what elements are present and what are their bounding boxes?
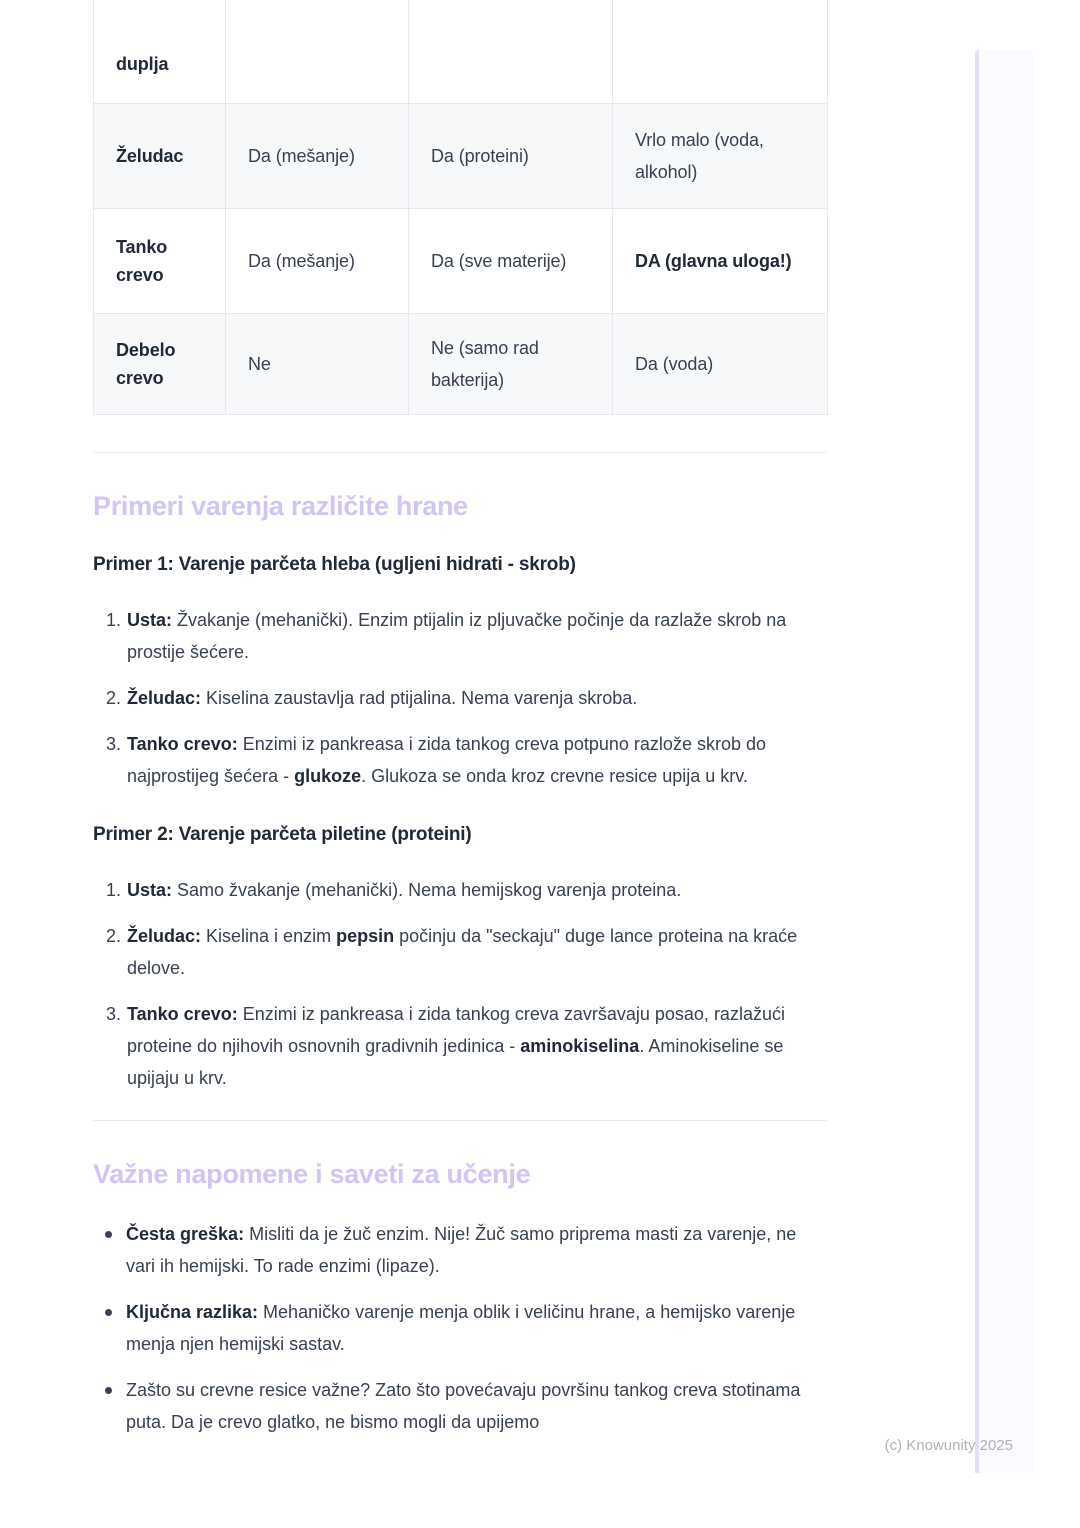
notes-bullet-list [93, 1218, 827, 1438]
table-cell: Da (proteini) [409, 103, 613, 208]
table-cell [613, 0, 828, 103]
row-label-cell: Želudac [94, 103, 226, 208]
item-lead: Ključna razlika: [126, 1301, 259, 1322]
table-cell: Vrlo malo (voda, alkohol) [613, 103, 828, 208]
table-cell: Da (mešanje) [226, 208, 409, 313]
item-text: Samo žvakanje (mehanički). Nema hemijskog varenja proteina. [172, 879, 682, 900]
item-lead: Usta: [127, 879, 173, 900]
list-item [126, 728, 827, 792]
table-cell: Ne [226, 313, 409, 414]
item-bold: aminokiselina [520, 1035, 640, 1056]
subheading-primer-2: Primer 2: Varenje parčeta piletine (proteini) [93, 823, 472, 845]
item-text: Zašto su crevne resice važne? Zato što povećavaju površinu tankog creva stotinama puta. Da je crevo glatko, ne bismo mogli da upijemo [126, 1379, 801, 1432]
table-cell [409, 0, 613, 103]
section-divider [93, 452, 827, 453]
table-row [94, 0, 828, 103]
item-lead: Želudac: [127, 925, 202, 946]
accent-tint-panel [979, 50, 1033, 1473]
table-row [94, 313, 828, 414]
list-item [126, 1374, 827, 1438]
copyright-watermark: (c) Knowunity 2025 [884, 1437, 1013, 1454]
document-page [93, 0, 827, 1438]
item-text: Enzimi iz pankreasa i zida tankog creva završavaju posao, razlažući proteine do njihovih osnovnih gradivnih jedinica - [127, 1003, 785, 1056]
item-lead: Želudac: [127, 687, 202, 708]
item-text: Enzimi iz pankreasa i zida tankog creva potpuno razlože skrob do najprostijeg šećera - [127, 733, 766, 786]
row-label-cell: duplja [94, 0, 226, 103]
table-row [94, 208, 828, 313]
item-text: Misliti da je žuč enzim. Nije! Žuč samo priprema masti za varenje, ne vari ih hemijski. To rade enzimi (lipaze). [126, 1223, 797, 1276]
right-accent-strip [975, 50, 1033, 1473]
item-text: Kiselina i enzim [201, 925, 337, 946]
item-text: Kiselina zaustavlja rad ptijalina. Nema varenja skroba. [201, 687, 638, 708]
item-bold: glukoze [294, 765, 362, 786]
list-item [126, 604, 827, 668]
table-cell: Ne (samo rad bakterija) [409, 313, 613, 414]
table-cell: Da (sve materije) [409, 208, 613, 313]
row-label-cell: Debelo crevo [94, 313, 226, 414]
subheading-primer-1: Primer 1: Varenje parčeta hleba (ugljeni hidrati - skrob) [93, 553, 576, 575]
list-item [126, 998, 827, 1094]
digestion-comparison-table [93, 0, 828, 415]
item-lead: Tanko crevo: [127, 1003, 238, 1024]
row-label-cell: Tanko crevo [94, 208, 226, 313]
section-title-napomene: Važne napomene i saveti za učenje [93, 1158, 531, 1189]
table-cell: Da (mešanje) [226, 103, 409, 208]
item-text: počinju da "seckaju" duge lance proteina na kraće delove. [127, 925, 798, 978]
item-lead: Česta greška: [126, 1223, 245, 1244]
list-item [126, 1296, 827, 1360]
section-divider [93, 1120, 827, 1121]
table-cell: Da (voda) [613, 313, 828, 414]
primer1-steps-list [93, 604, 827, 792]
item-bold: pepsin [336, 925, 395, 946]
list-item [126, 920, 827, 984]
item-text: Mehaničko varenje menja oblik i veličinu hrane, a hemijsko varenje menja njen hemijski sastav. [126, 1301, 796, 1354]
item-text: . Glukoza se onda kroz crevne resice upija u krv. [361, 765, 748, 786]
list-item [126, 1218, 827, 1282]
primer2-steps-list [93, 874, 827, 1094]
list-item [126, 874, 827, 906]
section-title-primeri: Primeri varenja različite hrane [93, 490, 468, 521]
item-text: . Aminokiseline se upijaju u krv. [127, 1035, 784, 1088]
table-cell: DA (glavna uloga!) [613, 208, 828, 313]
item-text: Žvakanje (mehanički). Enzim ptijalin iz pljuvačke počinje da razlaže skrob na prostije šećere. [127, 609, 787, 662]
table-row [94, 103, 828, 208]
list-item [126, 682, 827, 714]
item-lead: Usta: [127, 609, 173, 630]
table-cell [226, 0, 409, 103]
item-lead: Tanko crevo: [127, 733, 238, 754]
